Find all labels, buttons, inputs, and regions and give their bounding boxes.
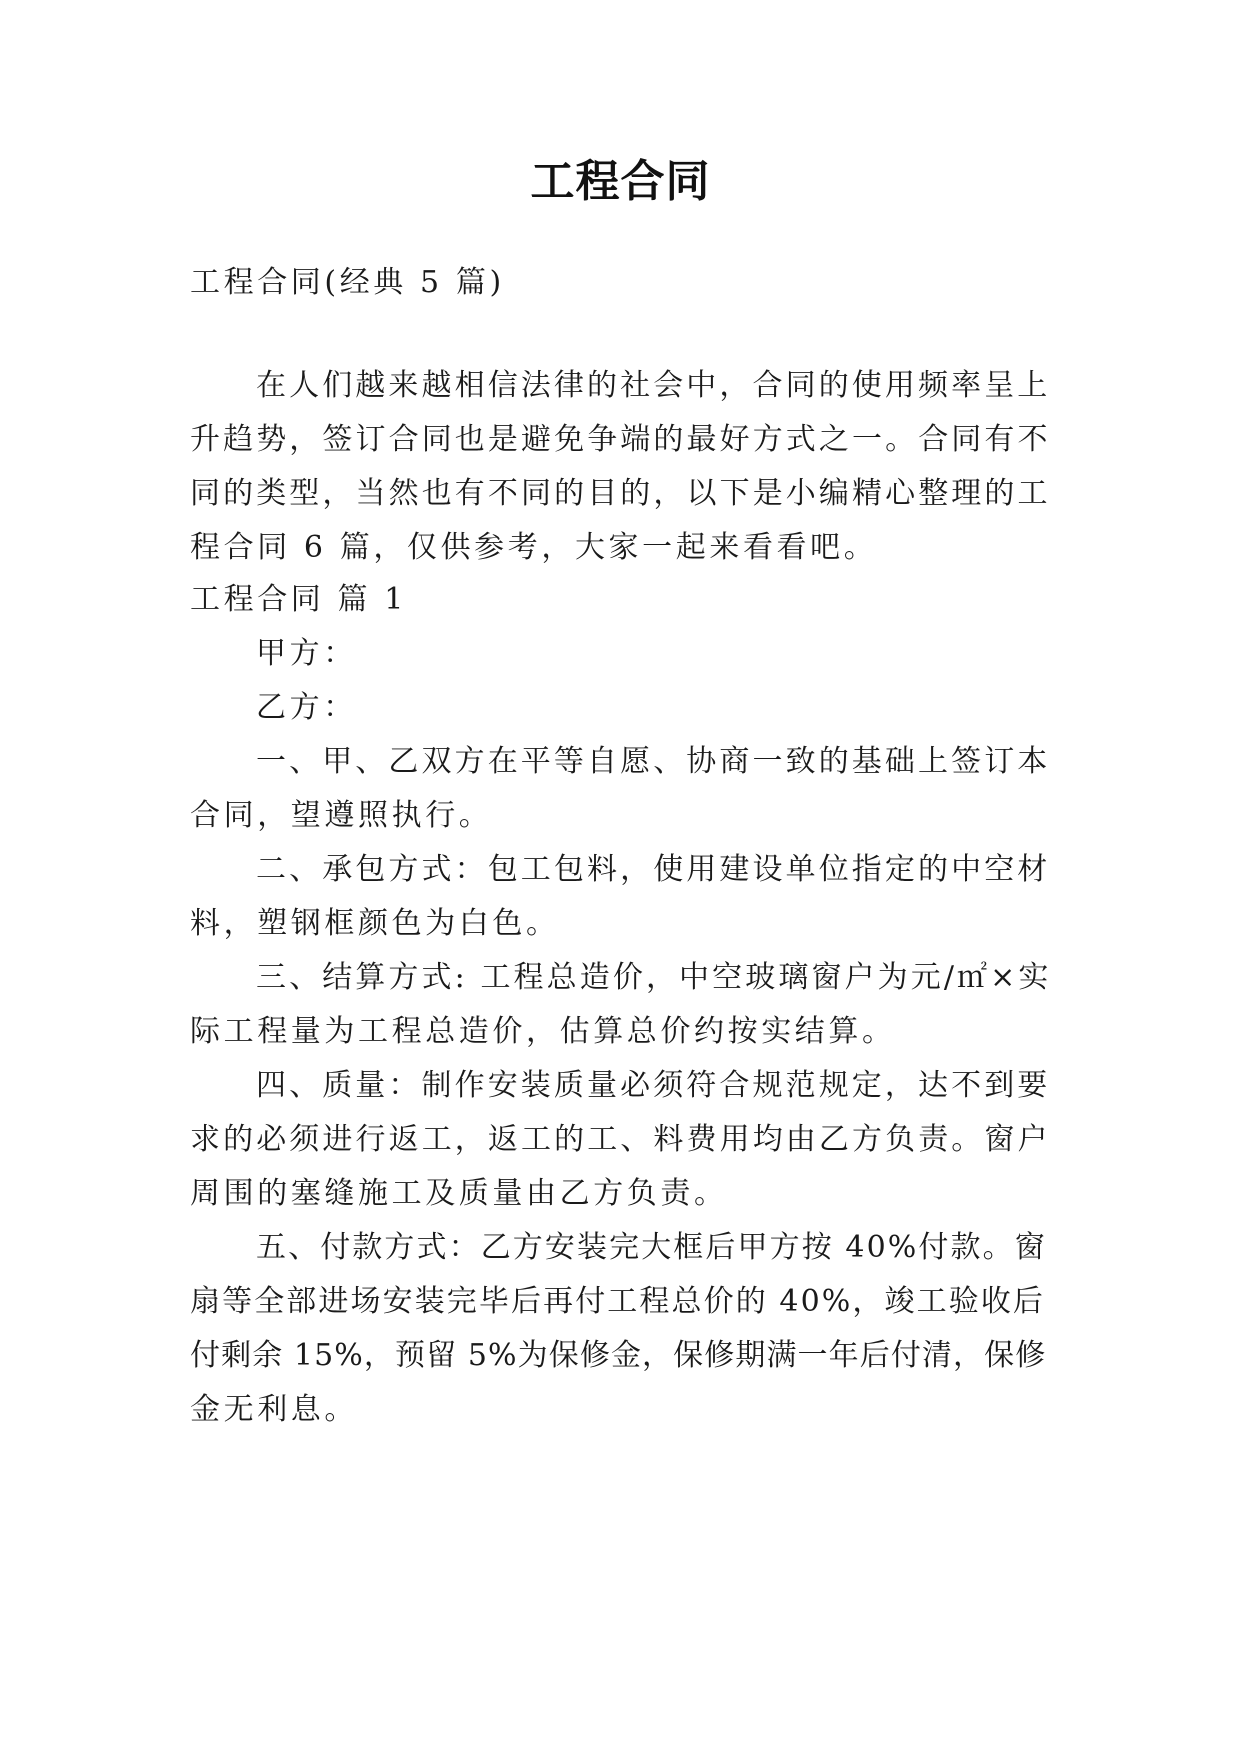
- clause-line: 五、付款方式：乙方安装完大框后甲方按 40%付款。窗: [256, 1230, 1047, 1265]
- clause-line: 求的必须进行返工，返工的工、料费用均由乙方负责。窗户: [190, 1122, 1051, 1157]
- party-b-line: 乙方：: [256, 690, 357, 725]
- intro-line: 在人们越来越相信法律的社会中，合同的使用频率呈上: [256, 368, 1051, 403]
- clause-line: 周围的塞缝施工及质量由乙方负责。: [190, 1176, 728, 1211]
- clause-line: 付剩余 15%，预留 5%为保修金，保修期满一年后付清，保修: [190, 1338, 1047, 1373]
- intro-line: 同的类型，当然也有不同的目的，以下是小编精心整理的工: [190, 476, 1051, 511]
- document-title: 工程合同: [530, 156, 711, 207]
- clause-line: 料，塑钢框颜色为白色。: [190, 906, 560, 941]
- document-subtitle: 工程合同(经典 5 篇): [190, 265, 505, 300]
- clause-line: 金无利息。: [190, 1392, 358, 1427]
- intro-line: 升趋势，签订合同也是避免争端的最好方式之一。合同有不: [190, 422, 1051, 457]
- section-heading: 工程合同 篇 1: [190, 582, 407, 617]
- party-a-line: 甲方：: [256, 636, 357, 671]
- clause-line: 合同，望遵照执行。: [190, 798, 493, 833]
- clause-line: 四、质量：制作安装质量必须符合规范规定，达不到要: [256, 1068, 1051, 1103]
- clause-line: 际工程量为工程总造价，估算总价约按实结算。: [190, 1014, 896, 1049]
- clause-line: 二、承包方式：包工包料，使用建设单位指定的中空材: [256, 852, 1051, 887]
- clause-line: 扇等全部进场安装完毕后再付工程总价的 40%，竣工验收后: [190, 1284, 1046, 1319]
- clause-line: 三、结算方式: 工程总造价，中空玻璃窗户为元/㎡×实: [256, 960, 1052, 995]
- clause-line: 一、甲、乙双方在平等自愿、协商一致的基础上签订本: [256, 744, 1051, 779]
- intro-line: 程合同 6 篇，仅供参考，大家一起来看看吧。: [190, 530, 878, 565]
